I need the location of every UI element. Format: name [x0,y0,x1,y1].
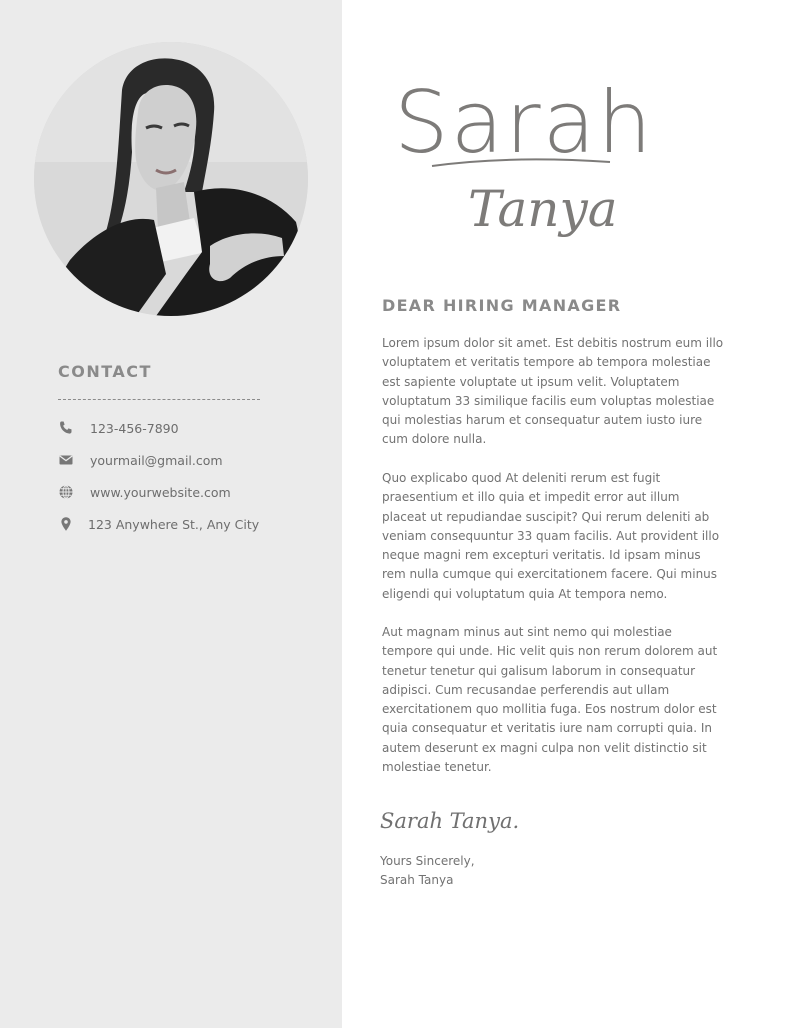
profile-photo [34,42,308,316]
last-name: Tanya [468,180,618,238]
letter-paragraph: Aut magnam minus aut sint nemo qui molestiae tempore qui unde. Hic velit quis non rerum dolorem aut tenetur tenetur qui galisum laborum in consequatur adipisci. Cum recusandae perferendis aut ullam exercitationem quo mollitia fuga. Eos nostrum dolor est quia consequatur et veritatis iure nam corrupti quia. In autem deserunt ex magni culpa non velit distinctio sit molestiae tenetur. [382,625,718,775]
letter-heading: DEAR HIRING MANAGER [382,296,622,315]
contact-phone-text: 123-456-7890 [90,420,179,436]
letter-paragraph: Lorem ipsum dolor sit amet. Est debitis nostrum eum illo voluptatem et veritatis tempore ab tempora molestiae est sapiente voluptate ut ipsum velit. Voluptatem voluptatum 33 similique facilis eum voluptas molestiae qui molestias harum et consequatur autem iusto iure cum dolore nulla. [382,336,724,447]
email-icon [58,452,74,468]
signer-name: Sarah Tanya [380,873,454,887]
signature [378,792,563,844]
svg-text:Sarah Tanya.: Sarah Tanya. [380,809,520,833]
contact-phone [58,419,179,437]
contact-address-text: 123 Anywhere St., Any City [88,516,260,532]
contact-email [58,451,223,469]
contact-email-text: yourmail@gmail.com [90,452,223,468]
location-pin-icon [58,516,74,532]
contact-heading: CONTACT [58,362,152,381]
contact-address [58,515,259,533]
phone-icon [58,420,74,436]
globe-icon [58,484,74,500]
contact-website-text: www.yourwebsite.com [90,484,231,500]
letter-paragraph: Quo explicabo quod At deleniti rerum est fugit praesentium et illo quia et impedit error aut illum placeat ut repudiandae suscipit? Qui rerum deleniti ab veniam consequuntur 33 quam facilis. Aut provident illo neque magni rem excepturi veritatis. Id ipsam minus rem nulla cumque qui exercitationem facere. Qui minus eligendi qui voluptatum quia At tempora nemo. [382,471,720,601]
contact-divider [58,399,260,400]
name-title [380,70,700,285]
closing-line: Yours Sincerely, [380,854,475,868]
contact-website [58,483,231,501]
first-name: Sarah [394,73,654,173]
